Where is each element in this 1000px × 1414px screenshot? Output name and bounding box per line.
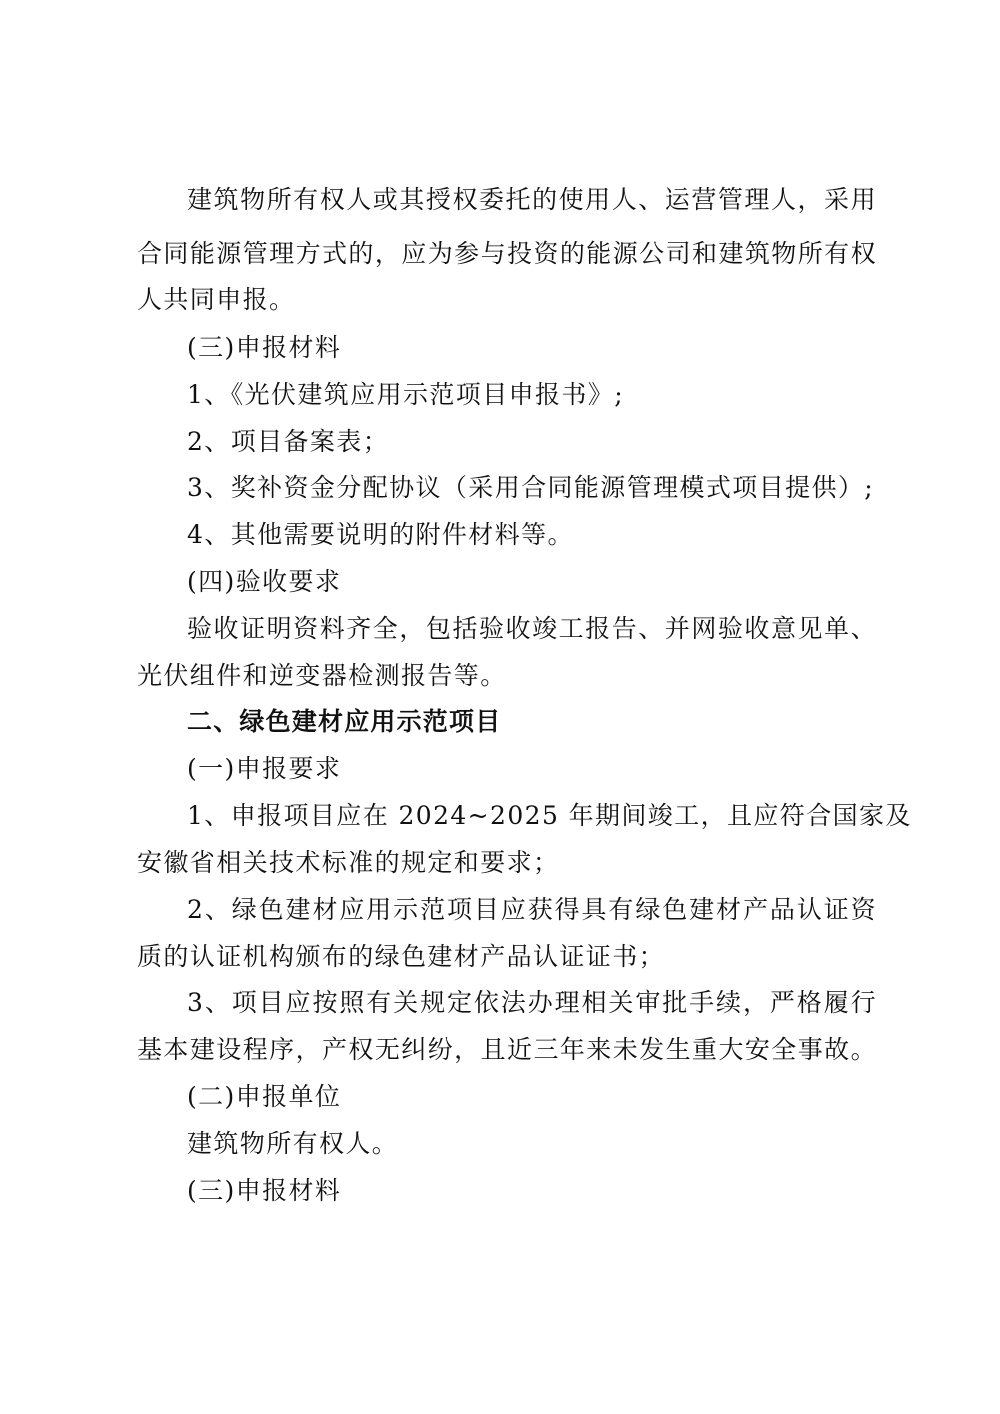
list-item: 4、其他需要说明的附件材料等。 (187, 520, 574, 549)
section-title: (四)验收要求 (187, 567, 342, 596)
paragraph-line: 1、申报项目应在 2024~2025 年期间竣工，且应符合国家及 (187, 801, 912, 830)
list-item: 1、《光伏建筑应用示范项目申报书》; (187, 380, 625, 409)
section-title: (三)申报材料 (187, 333, 342, 362)
paragraph-line: 3、项目应按照有关规定依法办理相关审批手续，严格履行 (187, 988, 877, 1017)
list-item: 3、奖补资金分配协议（采用合同能源管理模式项目提供）; (187, 473, 875, 502)
paragraph-line: 建筑物所有权人。 (187, 1129, 399, 1158)
paragraph-line: 验收证明资料齐全，包括验收竣工报告、并网验收意见单、 (187, 614, 877, 643)
paragraph-line: 安徽省相关技术标准的规定和要求； (137, 848, 560, 877)
section-title: (一)申报要求 (187, 754, 342, 783)
paragraph-line: 2、绿色建材应用示范项目应获得具有绿色建材产品认证资 (187, 895, 877, 924)
section-title: (三)申报材料 (187, 1176, 342, 1205)
chapter-heading: 二、绿色建材应用示范项目 (187, 707, 502, 736)
paragraph-line: 质的认证机构颁布的绿色建材产品认证证书； (137, 942, 666, 971)
paragraph-line: 人共同申报。 (137, 285, 296, 314)
paragraph-line: 合同能源管理方式的，应为参与投资的能源公司和建筑物所有权 (137, 239, 877, 268)
paragraph-line: 光伏组件和逆变器检测报告等。 (137, 661, 507, 690)
list-item: 2、项目备案表； (187, 427, 390, 456)
section-title: (二)申报单位 (187, 1082, 342, 1111)
paragraph-line: 基本建设程序，产权无纠纷，且近三年来未发生重大安全事故。 (137, 1035, 877, 1064)
paragraph-line: 建筑物所有权人或其授权委托的使用人、运营管理人，采用 (187, 185, 877, 214)
